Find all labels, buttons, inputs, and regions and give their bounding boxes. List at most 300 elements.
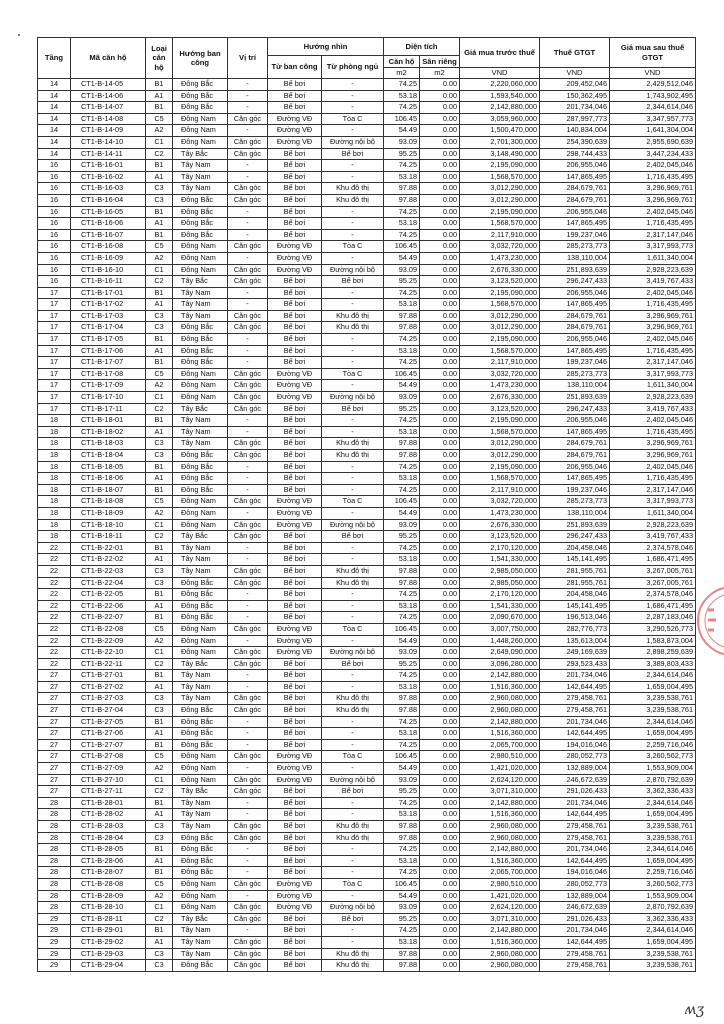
cell-dien-tich-can-ho: 74.25 [384,925,420,937]
cell-gia-truoc-thue: 2,170,120,000 [460,589,540,601]
cell-thue-gtgt: 284,679,761 [540,450,610,462]
cell-tu-ban-cong: Đường VĐ [268,878,322,890]
cell-tang: 16 [38,241,71,253]
cell-huong-ban-cong: Tây Nam [173,183,228,195]
cell-tu-phong-ngu: - [322,936,384,948]
cell-tu-ban-cong: Bể bơi [268,670,322,682]
cell-ma-can-ho: CT1-B-27-01 [71,670,146,682]
cell-tu-phong-ngu: Đường nội bộ [322,902,384,914]
cell-ma-can-ho: CT1-B-27-10 [71,774,146,786]
cell-vi-tri: - [228,287,268,299]
signature-mark: ʍʒ [684,1002,704,1018]
cell-ma-can-ho: CT1-B-17-07 [71,357,146,369]
cell-tang: 16 [38,171,71,183]
cell-tu-phong-ngu: - [322,542,384,554]
cell-san-rieng: 0.00 [420,960,460,972]
cell-tang: 27 [38,681,71,693]
cell-tang: 22 [38,623,71,635]
cell-gia-sau-thue: 1,659,004,495 [610,728,696,740]
cell-thue-gtgt: 135,613,004 [540,635,610,647]
cell-gia-truoc-thue: 3,032,720,000 [460,241,540,253]
cell-huong-ban-cong: Tây Nam [173,670,228,682]
cell-tu-ban-cong: Bể bơi [268,809,322,821]
cell-thue-gtgt: 147,865,495 [540,299,610,311]
cell-thue-gtgt: 201,734,046 [540,670,610,682]
cell-gia-truoc-thue: 1,473,230,000 [460,507,540,519]
cell-ma-can-ho: CT1-B-16-04 [71,194,146,206]
cell-huong-ban-cong: Đông Bắc [173,194,228,206]
cell-gia-sau-thue: 1,659,004,495 [610,936,696,948]
cell-tu-phong-ngu: Khu đô thị [322,960,384,972]
cell-tu-ban-cong: Bể bơi [268,542,322,554]
cell-gia-truoc-thue: 2,090,670,000 [460,612,540,624]
cell-thue-gtgt: 281,955,761 [540,565,610,577]
cell-gia-sau-thue: 2,402,045,046 [610,461,696,473]
cell-thue-gtgt: 249,169,639 [540,647,610,659]
cell-vi-tri: Căn góc [228,936,268,948]
cell-thue-gtgt: 147,865,495 [540,345,610,357]
cell-thue-gtgt: 291,026,433 [540,786,610,798]
cell-huong-ban-cong: Tây Nam [173,438,228,450]
cell-loai: C3 [146,450,173,462]
cell-tang: 22 [38,589,71,601]
cell-dien-tich-can-ho: 53.18 [384,473,420,485]
cell-san-rieng: 0.00 [420,426,460,438]
cell-tu-ban-cong: Bể bơi [268,600,322,612]
cell-tu-ban-cong: Bể bơi [268,797,322,809]
cell-ma-can-ho: CT1-B-28-08 [71,878,146,890]
table-row [38,681,696,693]
cell-san-rieng: 0.00 [420,681,460,693]
cell-gia-sau-thue: 2,344,614,046 [610,797,696,809]
cell-san-rieng: 0.00 [420,554,460,566]
cell-gia-truoc-thue: 2,960,080,000 [460,705,540,717]
unit-gia-sau-vnd: VND [610,68,696,79]
cell-gia-truoc-thue: 3,012,290,000 [460,310,540,322]
table-row [38,160,696,172]
cell-dien-tich-can-ho: 54.49 [384,125,420,137]
cell-dien-tich-can-ho: 74.25 [384,229,420,241]
cell-tu-ban-cong: Bể bơi [268,832,322,844]
cell-huong-ban-cong: Đông Bắc [173,832,228,844]
cell-loai: C3 [146,438,173,450]
cell-loai: A1 [146,171,173,183]
cell-vi-tri: - [228,600,268,612]
cell-tu-phong-ngu: Tòa C [322,878,384,890]
cell-huong-ban-cong: Đông Bắc [173,716,228,728]
cell-tu-phong-ngu: - [322,90,384,102]
cell-gia-truoc-thue: 3,148,490,000 [460,148,540,160]
cell-tang: 16 [38,264,71,276]
cell-loai: C3 [146,322,173,334]
cell-thue-gtgt: 138,110,004 [540,507,610,519]
table-row [38,357,696,369]
header-ma-can-ho: Mã căn hộ [71,38,146,79]
cell-san-rieng: 0.00 [420,531,460,543]
cell-huong-ban-cong: Đông Nam [173,136,228,148]
cell-huong-ban-cong: Tây Nam [173,171,228,183]
header-gia-truoc-thue: Giá mua trước thuế [460,38,540,68]
cell-ma-can-ho: CT1-B-28-06 [71,855,146,867]
cell-tang: 14 [38,136,71,148]
cell-tu-phong-ngu: Khu đô thị [322,832,384,844]
cell-ma-can-ho: CT1-B-28-09 [71,890,146,902]
cell-huong-ban-cong: Đông Bắc [173,728,228,740]
table-row [38,79,696,91]
cell-tang: 16 [38,276,71,288]
cell-tu-phong-ngu: - [322,844,384,856]
cell-thue-gtgt: 204,458,046 [540,542,610,554]
cell-thue-gtgt: 279,458,761 [540,960,610,972]
cell-san-rieng: 0.00 [420,276,460,288]
cell-tu-ban-cong: Bể bơi [268,218,322,230]
cell-tang: 22 [38,565,71,577]
cell-dien-tich-can-ho: 97.88 [384,693,420,705]
header-tu-ban-cong: Từ ban công [268,56,322,79]
cell-dien-tich-can-ho: 74.25 [384,844,420,856]
table-row [38,902,696,914]
cell-gia-sau-thue: 1,553,909,004 [610,890,696,902]
cell-loai: B1 [146,589,173,601]
cell-san-rieng: 0.00 [420,218,460,230]
cell-tu-phong-ngu: - [322,473,384,485]
cell-tu-ban-cong: Đường VĐ [268,890,322,902]
cell-gia-sau-thue: 3,239,538,761 [610,948,696,960]
cell-tu-ban-cong: Bể bơi [268,577,322,589]
cell-gia-sau-thue: 3,296,969,761 [610,322,696,334]
cell-dien-tich-can-ho: 106.45 [384,241,420,253]
cell-san-rieng: 0.00 [420,948,460,960]
cell-huong-ban-cong: Đông Nam [173,252,228,264]
cell-gia-truoc-thue: 2,142,880,000 [460,797,540,809]
cell-san-rieng: 0.00 [420,113,460,125]
cell-gia-sau-thue: 1,716,435,495 [610,426,696,438]
cell-tu-phong-ngu: Khu đô thị [322,948,384,960]
cell-vi-tri: - [228,415,268,427]
cell-san-rieng: 0.00 [420,484,460,496]
cell-loai: A1 [146,681,173,693]
cell-dien-tich-can-ho: 54.49 [384,763,420,775]
table-row [38,844,696,856]
cell-tang: 29 [38,913,71,925]
cell-dien-tich-can-ho: 53.18 [384,345,420,357]
cell-tu-ban-cong: Đường VĐ [268,264,322,276]
cell-san-rieng: 0.00 [420,368,460,380]
cell-huong-ban-cong: Đông Nam [173,751,228,763]
cell-gia-truoc-thue: 1,593,540,000 [460,90,540,102]
cell-tang: 17 [38,322,71,334]
cell-san-rieng: 0.00 [420,635,460,647]
cell-loai: B1 [146,844,173,856]
cell-tang: 16 [38,252,71,264]
table-row [38,461,696,473]
cell-tang: 18 [38,450,71,462]
cell-gia-sau-thue: 2,344,614,046 [610,102,696,114]
cell-san-rieng: 0.00 [420,264,460,276]
cell-huong-ban-cong: Đông Nam [173,496,228,508]
cell-ma-can-ho: CT1-B-14-05 [71,79,146,91]
cell-tu-phong-ngu: - [322,809,384,821]
table-row [38,565,696,577]
cell-huong-ban-cong: Đông Bắc [173,229,228,241]
cell-huong-ban-cong: Tây Nam [173,426,228,438]
cell-tang: 17 [38,380,71,392]
table-row [38,658,696,670]
cell-gia-truoc-thue: 2,195,090,000 [460,415,540,427]
cell-tang: 16 [38,206,71,218]
cell-gia-sau-thue: 3,296,969,761 [610,194,696,206]
cell-gia-sau-thue: 2,259,716,046 [610,867,696,879]
cell-vi-tri: - [228,171,268,183]
cell-tang: 22 [38,554,71,566]
cell-loai: C3 [146,960,173,972]
table-row [38,647,696,659]
cell-huong-ban-cong: Tây Nam [173,565,228,577]
table-row [38,542,696,554]
header-tang: Tầng [38,38,71,79]
cell-thue-gtgt: 142,644,495 [540,681,610,693]
cell-ma-can-ho: CT1-B-22-03 [71,565,146,577]
cell-dien-tich-can-ho: 54.49 [384,635,420,647]
price-list-sheet [37,37,695,972]
cell-gia-sau-thue: 3,317,993,773 [610,241,696,253]
cell-tu-phong-ngu: - [322,299,384,311]
cell-huong-ban-cong: Đông Bắc [173,867,228,879]
cell-tu-ban-cong: Đường VĐ [268,392,322,404]
cell-huong-ban-cong: Tây Nam [173,821,228,833]
cell-loai: C5 [146,496,173,508]
header-huong-ban-cong: Hướng ban công [173,38,228,79]
cell-tu-phong-ngu: - [322,160,384,172]
cell-thue-gtgt: 281,955,761 [540,577,610,589]
cell-tu-ban-cong: Bể bơi [268,102,322,114]
cell-tang: 28 [38,855,71,867]
cell-huong-ban-cong: Đông Nam [173,241,228,253]
cell-san-rieng: 0.00 [420,125,460,137]
cell-dien-tich-can-ho: 53.18 [384,218,420,230]
cell-gia-truoc-thue: 1,541,330,000 [460,554,540,566]
cell-san-rieng: 0.00 [420,809,460,821]
table-row [38,635,696,647]
cell-san-rieng: 0.00 [420,670,460,682]
cell-tang: 17 [38,345,71,357]
cell-gia-sau-thue: 3,296,969,761 [610,183,696,195]
cell-gia-truoc-thue: 2,065,700,000 [460,739,540,751]
cell-ma-can-ho: CT1-B-16-03 [71,183,146,195]
cell-tang: 18 [38,426,71,438]
cell-san-rieng: 0.00 [420,345,460,357]
cell-vi-tri: Căn góc [228,403,268,415]
cell-dien-tich-can-ho: 74.25 [384,797,420,809]
cell-dien-tich-can-ho: 97.88 [384,322,420,334]
cell-dien-tich-can-ho: 106.45 [384,751,420,763]
cell-gia-sau-thue: 3,296,969,761 [610,438,696,450]
cell-tu-phong-ngu: - [322,484,384,496]
cell-vi-tri: Căn góc [228,496,268,508]
cell-dien-tich-can-ho: 95.25 [384,276,420,288]
cell-loai: C2 [146,403,173,415]
cell-tu-phong-ngu: Khu đô thị [322,438,384,450]
cell-huong-ban-cong: Tây Nam [173,925,228,937]
cell-loai: A2 [146,890,173,902]
cell-gia-sau-thue: 3,239,538,761 [610,693,696,705]
cell-ma-can-ho: CT1-B-22-05 [71,589,146,601]
table-row [38,183,696,195]
header-loai-can-ho: Loại căn hộ [146,38,173,79]
cell-gia-truoc-thue: 2,142,880,000 [460,925,540,937]
cell-tu-phong-ngu: - [322,125,384,137]
cell-san-rieng: 0.00 [420,229,460,241]
cell-san-rieng: 0.00 [420,148,460,160]
cell-huong-ban-cong: Tây Nam [173,681,228,693]
cell-tu-phong-ngu: - [322,206,384,218]
cell-vi-tri: - [228,855,268,867]
cell-huong-ban-cong: Đông Bắc [173,218,228,230]
cell-tu-ban-cong: Đường VĐ [268,751,322,763]
cell-gia-truoc-thue: 1,568,570,000 [460,218,540,230]
cell-vi-tri: - [228,739,268,751]
cell-ma-can-ho: CT1-B-28-03 [71,821,146,833]
cell-huong-ban-cong: Đông Nam [173,890,228,902]
cell-vi-tri: Căn góc [228,136,268,148]
cell-loai: B1 [146,206,173,218]
cell-vi-tri: - [228,102,268,114]
table-row [38,623,696,635]
cell-vi-tri: - [228,844,268,856]
cell-tu-ban-cong: Bể bơi [268,554,322,566]
cell-vi-tri: Căn góc [228,913,268,925]
cell-ma-can-ho: CT1-B-17-11 [71,403,146,415]
cell-tu-phong-ngu: Đường nội bộ [322,774,384,786]
cell-tu-ban-cong: Bể bơi [268,79,322,91]
cell-vi-tri: - [228,809,268,821]
cell-dien-tich-can-ho: 53.18 [384,728,420,740]
cell-tu-phong-ngu: - [322,797,384,809]
cell-tu-phong-ngu: Đường nội bộ [322,392,384,404]
table-row [38,728,696,740]
cell-tu-phong-ngu: - [322,380,384,392]
table-header [38,38,696,79]
cell-san-rieng: 0.00 [420,241,460,253]
cell-ma-can-ho: CT1-B-17-03 [71,310,146,322]
cell-gia-sau-thue: 2,898,259,639 [610,647,696,659]
cell-thue-gtgt: 142,644,495 [540,855,610,867]
cell-gia-sau-thue: 3,362,336,433 [610,913,696,925]
cell-dien-tich-can-ho: 54.49 [384,507,420,519]
cell-gia-truoc-thue: 2,065,700,000 [460,867,540,879]
cell-gia-sau-thue: 2,928,223,639 [610,264,696,276]
cell-vi-tri: Căn góc [228,194,268,206]
cell-tang: 27 [38,728,71,740]
cell-tu-ban-cong: Đường VĐ [268,241,322,253]
cell-vi-tri: Căn góc [228,774,268,786]
cell-gia-truoc-thue: 2,195,090,000 [460,287,540,299]
cell-ma-can-ho: CT1-B-22-06 [71,600,146,612]
cell-tang: 27 [38,716,71,728]
cell-tu-phong-ngu: - [322,739,384,751]
cell-dien-tich-can-ho: 93.09 [384,136,420,148]
cell-vi-tri: - [228,542,268,554]
cell-dien-tich-can-ho: 74.25 [384,867,420,879]
cell-dien-tich-can-ho: 106.45 [384,368,420,380]
cell-tang: 18 [38,507,71,519]
cell-tang: 18 [38,484,71,496]
cell-gia-sau-thue: 3,239,538,761 [610,960,696,972]
cell-tang: 18 [38,496,71,508]
cell-vi-tri: Căn góc [228,693,268,705]
cell-ma-can-ho: CT1-B-17-01 [71,287,146,299]
cell-gia-sau-thue: 3,267,005,761 [610,577,696,589]
cell-tang: 28 [38,821,71,833]
cell-san-rieng: 0.00 [420,855,460,867]
cell-tu-phong-ngu: Đường nội bộ [322,647,384,659]
cell-loai: C3 [146,577,173,589]
cell-huong-ban-cong: Đông Bắc [173,484,228,496]
cell-gia-sau-thue: 1,659,004,495 [610,809,696,821]
cell-gia-truoc-thue: 1,568,570,000 [460,473,540,485]
cell-ma-can-ho: CT1-B-16-02 [71,171,146,183]
table-row [38,890,696,902]
cell-loai: A1 [146,90,173,102]
cell-ma-can-ho: CT1-B-27-07 [71,739,146,751]
cell-tu-ban-cong: Bể bơi [268,148,322,160]
cell-tu-ban-cong: Bể bơi [268,473,322,485]
cell-loai: B1 [146,102,173,114]
cell-loai: C2 [146,658,173,670]
cell-ma-can-ho: CT1-B-28-11 [71,913,146,925]
company-seal-stamp [694,576,724,666]
cell-vi-tri: - [228,635,268,647]
cell-tu-phong-ngu: Khu đô thị [322,310,384,322]
cell-loai: A1 [146,345,173,357]
cell-loai: B1 [146,542,173,554]
unit-san-rieng-m2: m2 [420,68,460,79]
cell-dien-tich-can-ho: 97.88 [384,705,420,717]
cell-gia-sau-thue: 2,955,690,639 [610,136,696,148]
table-row [38,171,696,183]
cell-gia-truoc-thue: 2,980,510,000 [460,878,540,890]
cell-tu-phong-ngu: - [322,171,384,183]
table-row [38,380,696,392]
cell-tang: 14 [38,90,71,102]
cell-tu-ban-cong: Bể bơi [268,322,322,334]
cell-tu-phong-ngu: Bể bơi [322,148,384,160]
cell-huong-ban-cong: Tây Bắc [173,403,228,415]
cell-gia-sau-thue: 1,716,435,495 [610,218,696,230]
cell-vi-tri: Căn góc [228,786,268,798]
cell-gia-sau-thue: 2,317,147,046 [610,357,696,369]
cell-gia-truoc-thue: 1,516,360,000 [460,681,540,693]
cell-ma-can-ho: CT1-B-29-01 [71,925,146,937]
cell-thue-gtgt: 206,955,046 [540,461,610,473]
cell-san-rieng: 0.00 [420,612,460,624]
table-row [38,484,696,496]
cell-san-rieng: 0.00 [420,925,460,937]
cell-gia-sau-thue: 2,317,147,046 [610,484,696,496]
table-row [38,102,696,114]
cell-vi-tri: - [228,218,268,230]
cell-thue-gtgt: 206,955,046 [540,415,610,427]
cell-tu-phong-ngu: Tòa C [322,623,384,635]
cell-gia-sau-thue: 2,402,045,046 [610,334,696,346]
cell-gia-sau-thue: 3,419,767,433 [610,276,696,288]
cell-vi-tri: Căn góc [228,623,268,635]
cell-vi-tri: - [228,160,268,172]
table-row [38,125,696,137]
cell-ma-can-ho: CT1-B-27-02 [71,681,146,693]
cell-san-rieng: 0.00 [420,310,460,322]
cell-san-rieng: 0.00 [420,136,460,148]
